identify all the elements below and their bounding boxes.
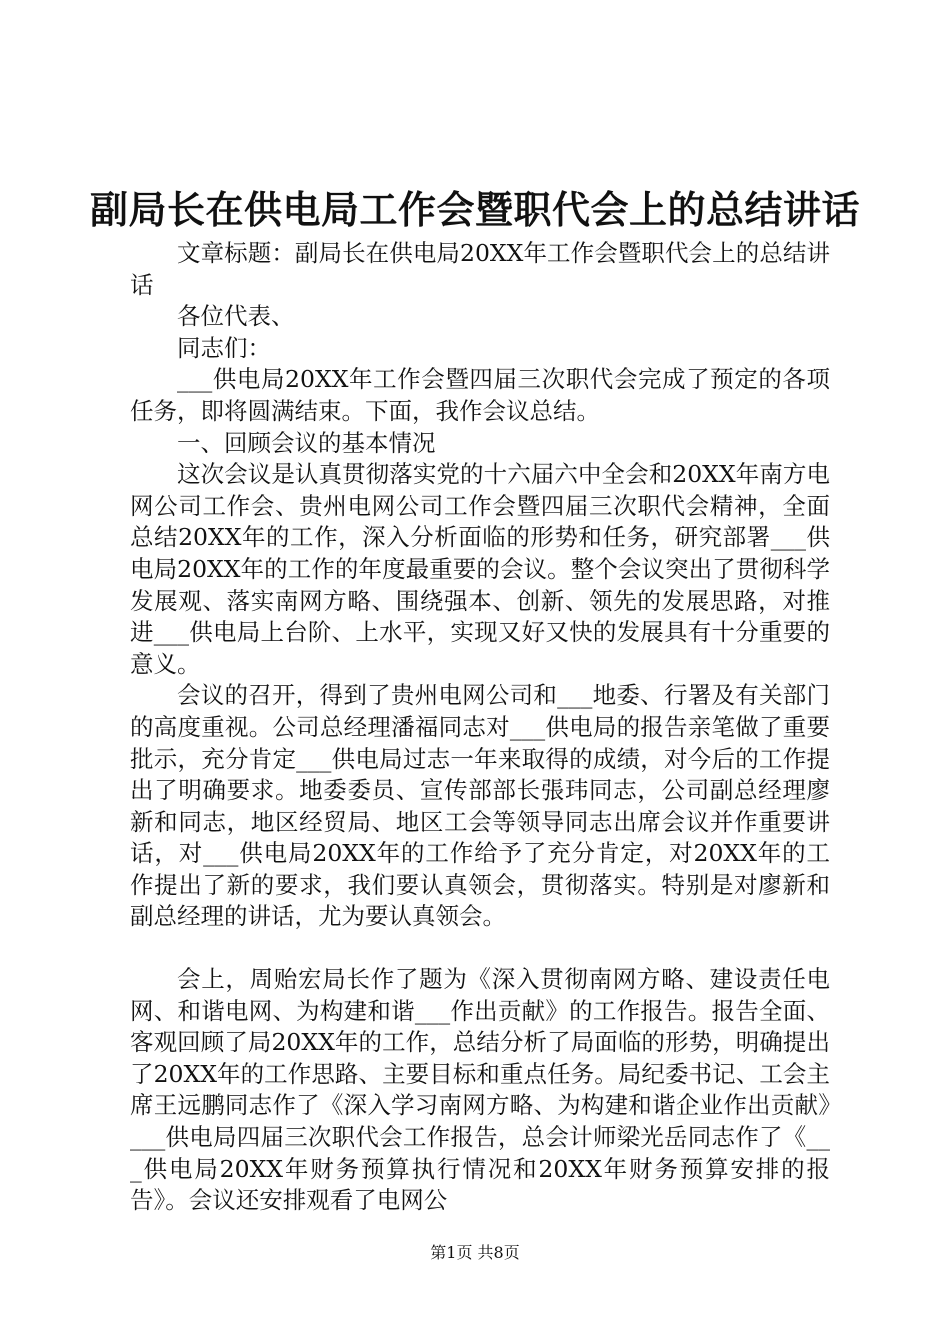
paragraph-leadership-attention: 会议的召开，得到了贵州电网公司和___地委、行署及有关部门的高度重视。公司总经理潘福同志对___供电局的报告亲笔做了重要批示，充分肯定___供电局过志一年来取得的成绩，对今后的工作提出了明确要求。地委委员、宣传部部长張玮同志，公司副总经理廖新和同志，地区经贸局、地区工会等领导同志出席会议并作重要讲话，对___供电局20XX年的工作给予了充分肯定，对20XX年的工作提出了新的要求，我们要认真领会，贯彻落实。特别是对廖新和副总经理的讲话，尤为要认真领会。 bbox=[130, 681, 830, 931]
paragraph-salutation-comrades: 同志们： bbox=[177, 333, 271, 362]
document-body bbox=[130, 238, 830, 1217]
page-number-footer: 第1页 共8页 bbox=[430, 1243, 520, 1262]
section-heading-review: 一、回顾会议的基本情况 bbox=[177, 428, 436, 457]
paragraph-meeting-significance: 这次会议是认真贯彻落实党的十六届六中全会和20XX年南方电网公司工作会、贵州电网公司工作会暨四届三次职代会精神，全面总结20XX年的工作，深入分析面临的形势和任务，研究部署___供电局20XX年的工作的年度最重要的会议。整个会议突出了贯彻科学发展观、落实南网方略、围绕强本、创新、领先的发展思路，对推进___供电局上台阶、上水平，实现又好又快的发展具有十分重要的意义。 bbox=[130, 460, 830, 678]
paragraph-article-title: 文章标题：副局长在供电局20XX年工作会暨职代会上的总结讲话 bbox=[130, 239, 830, 299]
document-title: 副局长在供电局工作会暨职代会上的总结讲话 bbox=[89, 188, 860, 232]
paragraph-salutation-delegates: 各位代表、 bbox=[177, 302, 295, 331]
paragraph-intro: ___供电局20XX年工作会暨四届三次职代会完成了预定的各项任务，即将圆满结束。下面，我作会议总结。 bbox=[130, 365, 830, 425]
paragraph-work-report: 会上，周贻宏局长作了题为《深入贯彻南网方略、建设责任电网、和谐电网、为构建和谐___作出贡献》的工作报告。报告全面、客观回顾了局20XX年的工作，总结分析了局面临的形势，明确提出了20XX年的工作思路、主要目标和重点任务。局纪委书记、工会主席王远鹏同志作了《深入学习南网方略、为构建和谐企业作出贡献》___供电局四届三次职代会工作报告，总会计师梁光岳同志作了《___供电局20XX年财务预算执行情况和20XX年财务预算安排的报告》。会议还安排观看了电网公 bbox=[130, 965, 830, 1215]
